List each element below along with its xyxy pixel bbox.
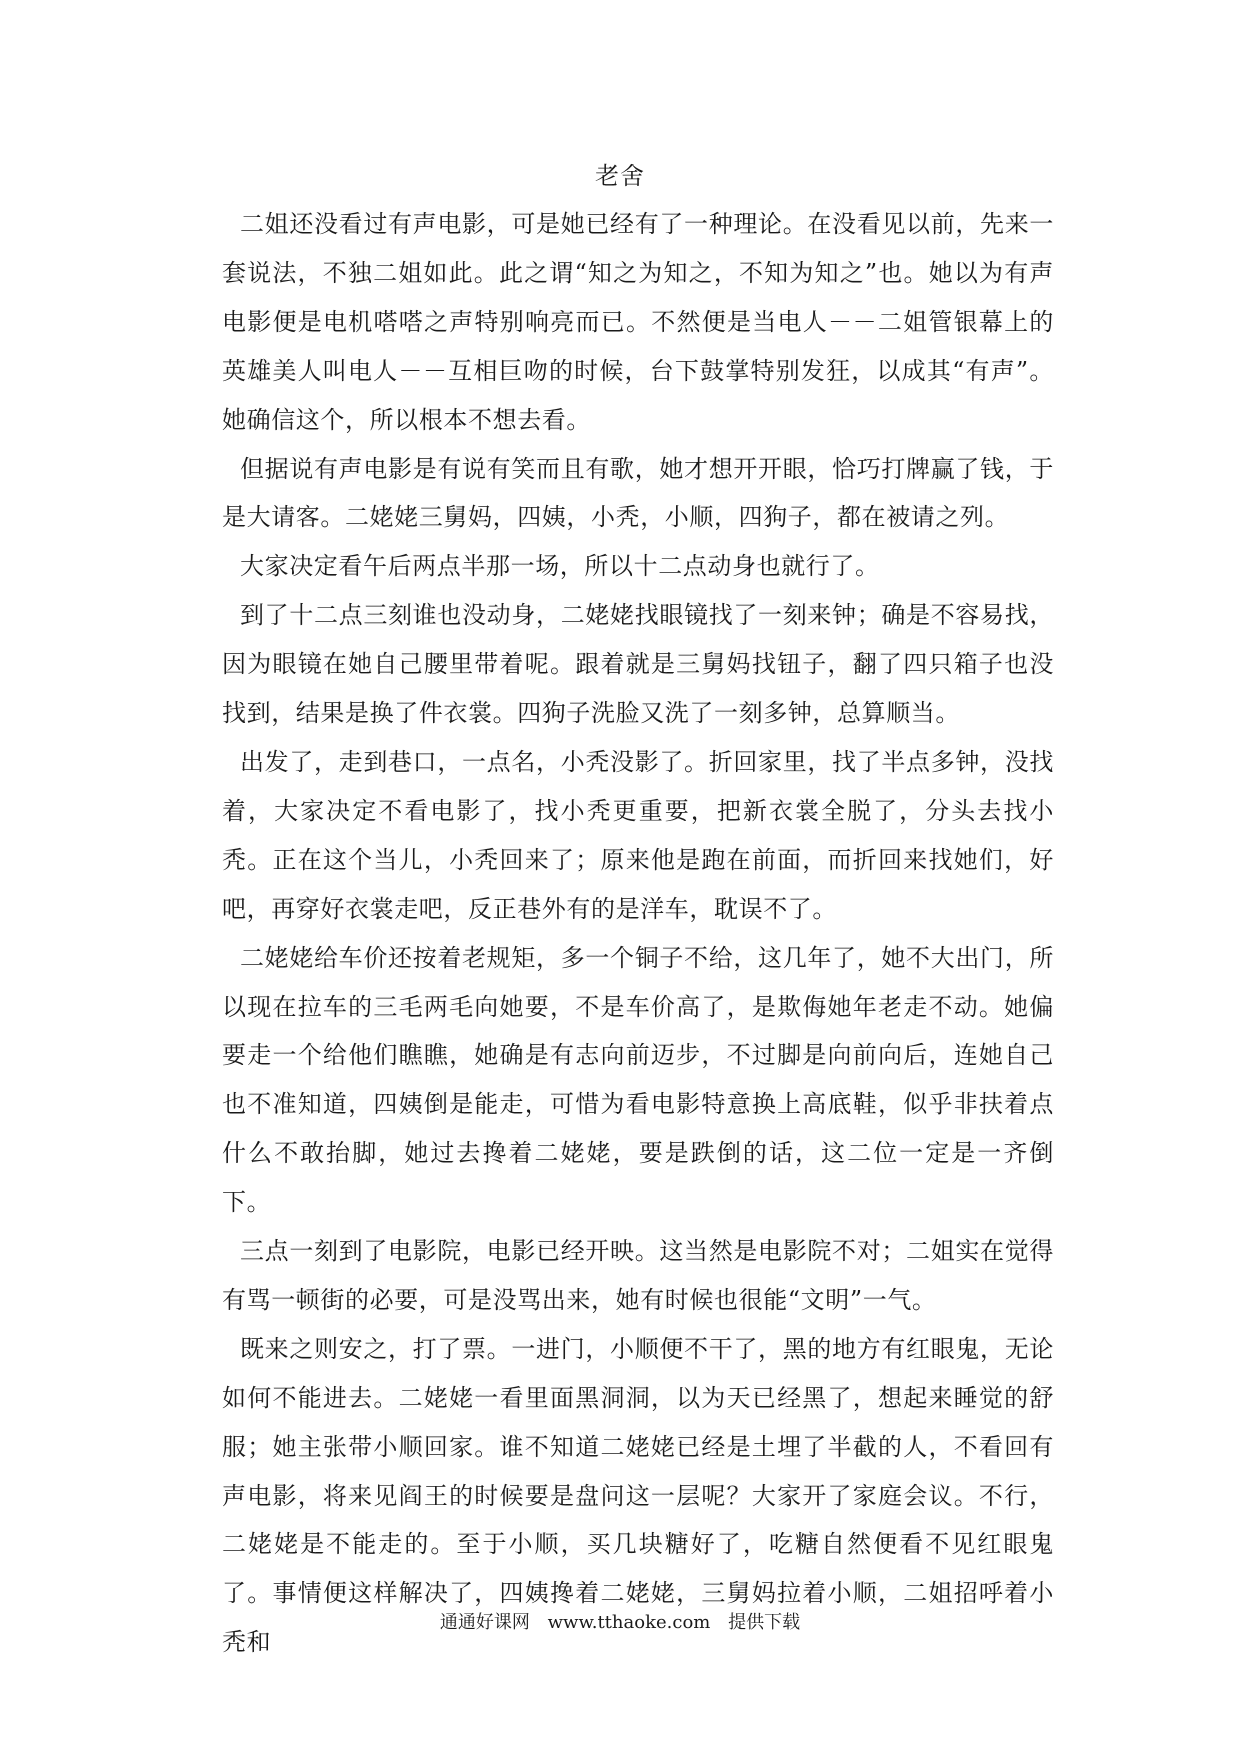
footer-site-name: 通通好课网 (439, 1612, 530, 1633)
page-title: 老舍 (595, 162, 645, 190)
footer-suffix: 提供下载 (728, 1612, 801, 1633)
paragraph: 到了十二点三刻谁也没动身，二姥姥找眼镜找了一刻来钟；确是不容易找，因为眼镜在她自己腰里带着呢。跟着就是三舅妈找钮子，翻了四只箱子也没找到，结果是换了件衣裳。四狗子洗脸又洗了一刻多钟，总算顺当。 (222, 601, 1054, 728)
paragraph: 大家决定看午后两点半那一场，所以十二点动身也就行了。 (240, 552, 880, 581)
paragraph: 但据说有声电影是有说有笑而且有歌，她才想开开眼，恰巧打牌赢了钱，于是大请客。二姥姥三舅妈，四姨，小秃，小顺，四狗子，都在被请之列。 (222, 454, 1054, 532)
paragraph: 二姥姥给车价还按着老规矩，多一个铜子不给，这几年了，她不大出门，所以现在拉车的三毛两毛向她要，不是车价高了，是欺侮她年老走不动。她偏要走一个给他们瞧瞧，她确是有志向前迈步，不过脚是向前向后，连她自己也不准知道，四姨倒是能走，可惜为看电影特意换上高底鞋，似乎非扶着点什么不敢抬脚，她过去搀着二姥姥，要是跌倒的话，这二位一定是一齐倒下。 (222, 943, 1054, 1217)
paragraph: 既来之则安之，打了票。一进门，小顺便不干了，黑的地方有红眼鬼，无论如何不能进去。二姥姥一看里面黑洞洞，以为天已经黑了，想起来睡觉的舒服；她主张带小顺回家。谁不知道二姥姥已经是土埋了半截的人，不看回有声电影，将来见阎王的时候要是盘问这一层呢？大家开了家庭会议。不行，二姥姥是不能走的。至于小顺，买几块糖好了，吃糖自然便看不见红眼鬼了。事情便这样解决了，四姨搀着二姥姥，三舅妈拉着小顺，二姐招呼着小秃和 (222, 1334, 1054, 1657)
footer-url[interactable]: www.tthaoke.com (547, 1612, 711, 1633)
paragraph: 三点一刻到了电影院，电影已经开映。这当然是电影院不对；二姐实在觉得有骂一顿街的必要，可是没骂出来，她有时候也很能“文明”一气。 (222, 1237, 1054, 1314)
paragraph: 二姐还没看过有声电影，可是她已经有了一种理论。在没看见以前，先来一套说法，不独二姐如此。此之谓“知之为知之，不知为知之”也。她以为有声电影便是电机嗒嗒之声特别响亮而已。不然便是当电人－－二姐管银幕上的英雄美人叫电人－－互相巨吻的时候，台下鼓掌特别发狂，以成其“有声”。她确信这个，所以根本不想去看。 (222, 210, 1054, 434)
body-text (222, 200, 1054, 1667)
page-footer (0, 1610, 1240, 1636)
paragraph: 出发了，走到巷口，一点名，小秃没影了。折回家里，找了半点多钟，没找着，大家决定不看电影了，找小秃更重要，把新衣裳全脱了，分头去找小秃。正在这个当儿，小秃回来了；原来他是跑在前面，而折回来找她们，好吧，再穿好衣裳走吧，反正巷外有的是洋车，耽误不了。 (222, 747, 1054, 923)
